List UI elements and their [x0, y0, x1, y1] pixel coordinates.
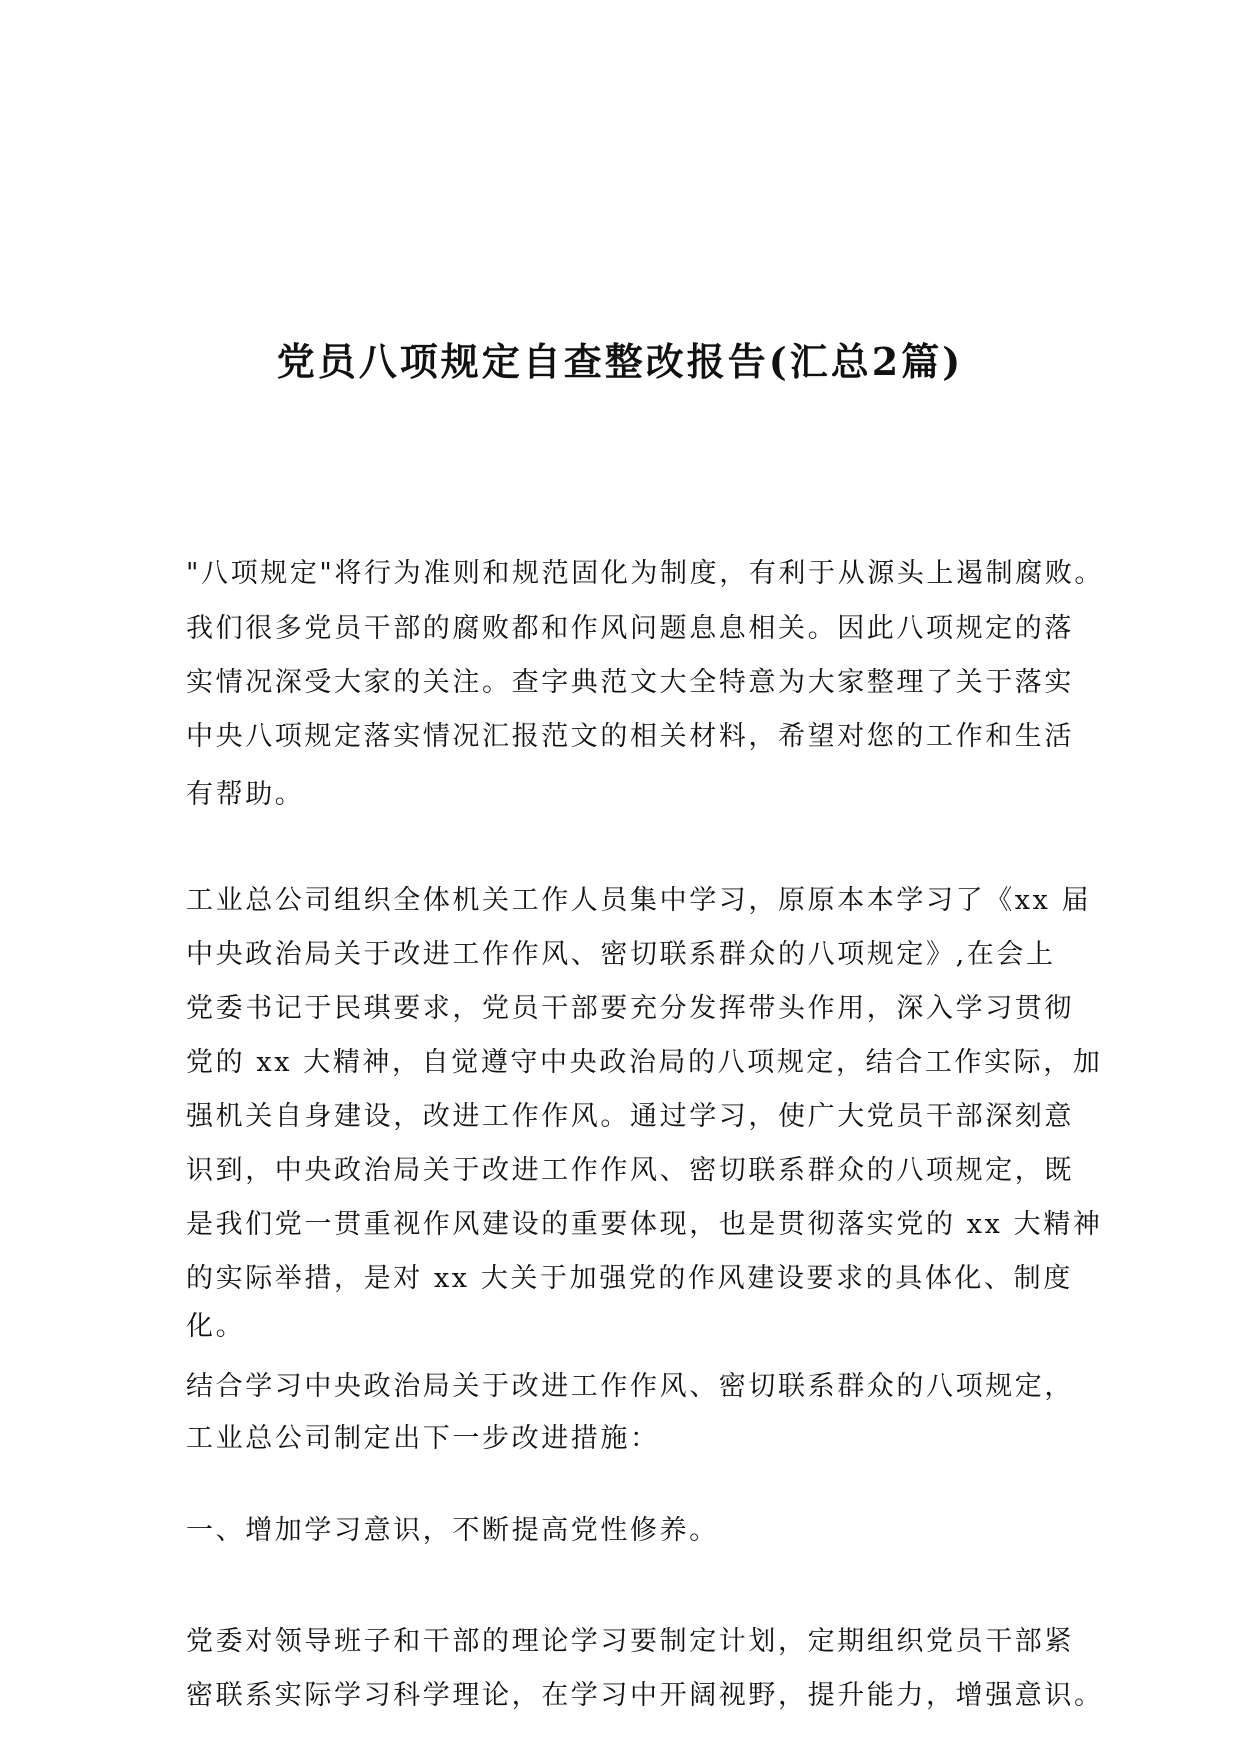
text-line: "八项规定"将行为准则和规范固化为制度，有利于从源头上遏制腐败。 [186, 558, 1105, 589]
text-line: 实情况深受大家的关注。查字典范文大全特意为大家整理了关于落实 [186, 667, 1074, 698]
text-line: 有帮助。 [186, 779, 305, 810]
text-line: 结合学习中央政治局关于改进工作作风、密切联系群众的八项规定， [186, 1371, 1074, 1402]
document-title: 党员八项规定自查整改报告(汇总2篇) [276, 339, 964, 384]
text-line: 中央八项规定落实情况汇报范文的相关材料，希望对您的工作和生活 [186, 721, 1074, 752]
text-line: 党委对领导班子和干部的理论学习要制定计划，定期组织党员干部紧 [186, 1626, 1074, 1657]
text-line: 强机关自身建设，改进工作作风。通过学习，使广大党员干部深刻意 [186, 1101, 1074, 1132]
text-line: 的实际举措，是对 xx 大关于加强党的作风建设要求的具体化、制度 [186, 1263, 1073, 1294]
text-line: 密联系实际学习科学理论，在学习中开阔视野，提升能力，增强意识。 [186, 1680, 1104, 1711]
text-line: 化。 [186, 1311, 246, 1342]
text-line: 党的 xx 大精神，自觉遵守中央政治局的八项规定，结合工作实际，加 [186, 1047, 1103, 1078]
text-line: 党委书记于民琪要求，党员干部要充分发挥带头作用，深入学习贯彻 [186, 993, 1074, 1024]
text-line: 是我们党一贯重视作风建设的重要体现，也是贯彻落实党的 xx 大精神 [186, 1209, 1103, 1240]
text-line: 中央政治局关于改进工作作风、密切联系群众的八项规定》,在会上 [186, 939, 1056, 970]
text-line: 工业总公司制定出下一步改进措施： [186, 1423, 660, 1454]
text-line: 工业总公司组织全体机关工作人员集中学习，原原本本学习了《xx 届 [186, 885, 1092, 916]
text-line: 我们很多党员干部的腐败都和作风问题息息相关。因此八项规定的落 [186, 613, 1074, 644]
text-line: 识到，中央政治局关于改进工作作风、密切联系群众的八项规定，既 [186, 1155, 1074, 1186]
section-heading: 一、增加学习意识，不断提高党性修养。 [186, 1515, 719, 1546]
